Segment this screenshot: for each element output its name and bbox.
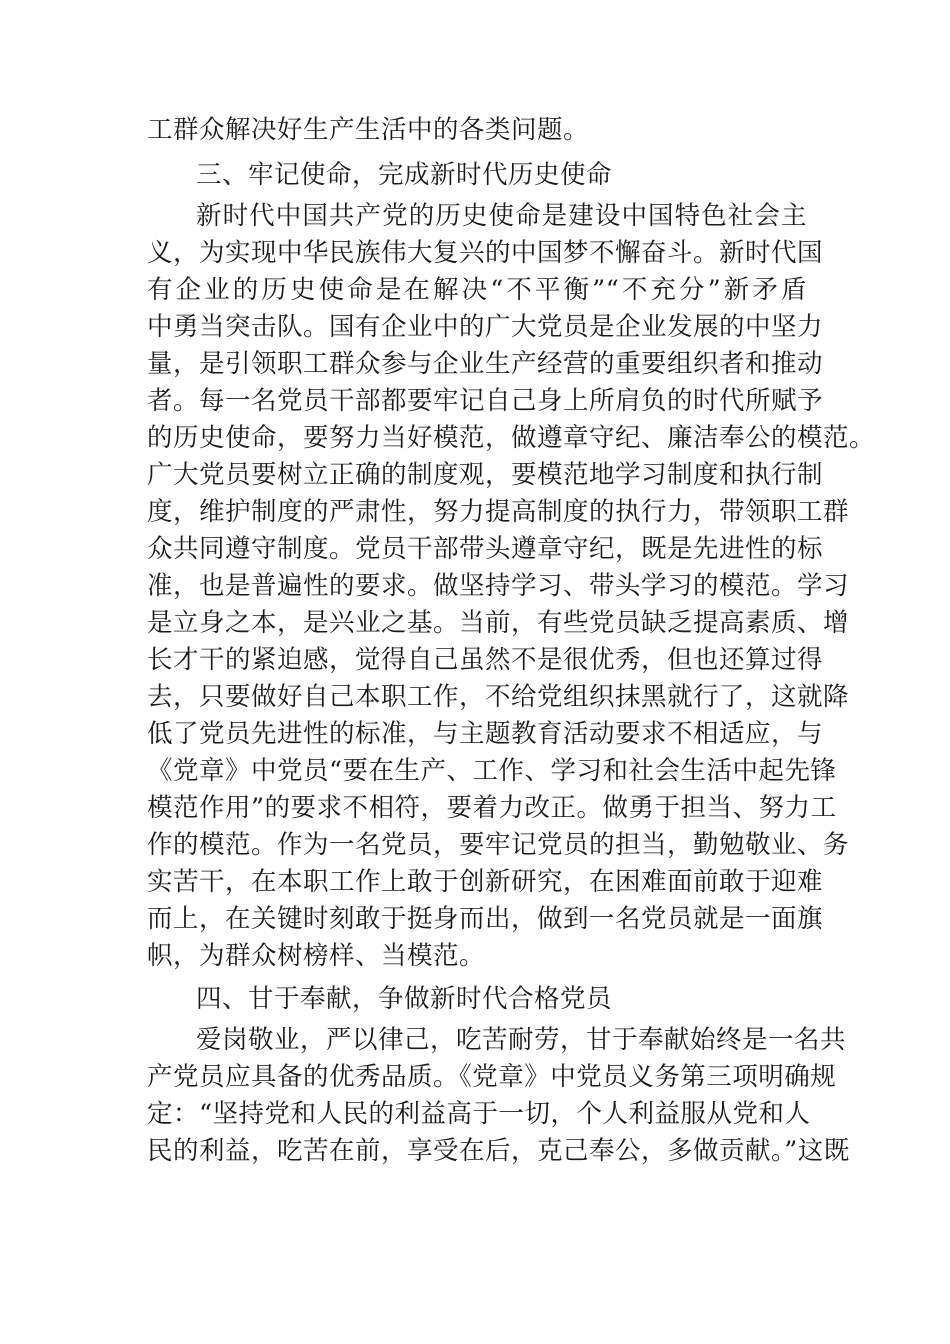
text-line: 《党章》中党员“要在生产、工作、学习和社会生活中起先锋: [147, 756, 837, 786]
text-line: 产党员应具备的优秀品质。《党章》中党员义务第三项明确规: [147, 1062, 837, 1092]
text-line: 有企业的历史使命是在解决“不平衡”“不充分”新矛盾: [147, 275, 807, 305]
text-line: 长才干的紧迫感，觉得自己虽然不是很优秀，但也还算过得: [147, 645, 824, 675]
text-line: 新时代中国共产党的历史使命是建设中国特色社会主: [196, 201, 807, 231]
text-line: 实苦干，在本职工作上敢于创新研究，在困难面前敢于迎难: [147, 867, 824, 897]
text-line: 低了党员先进性的标准，与主题教育活动要求不相适应，与: [147, 719, 824, 749]
text-line: 是立身之本，是兴业之基。当前，有些党员缺乏提高素质、增: [147, 608, 850, 638]
text-line: 的历史使命，要努力当好模范，做遵章守纪、廉洁奉公的模范。: [147, 423, 876, 453]
text-line: 去，只要做好自己本职工作，不给党组织抹黑就行了，这就降: [147, 682, 850, 712]
text-line: 广大党员要树立正确的制度观，要模范地学习制度和执行制: [147, 460, 824, 490]
text-line: 模范作用”的要求不相符，要着力改正。做勇于担当、努力工: [147, 793, 837, 823]
text-line: 量，是引领职工群众参与企业生产经营的重要组织者和推动: [147, 349, 824, 379]
text-line: 工群众解决好生产生活中的各类问题。: [147, 115, 590, 145]
text-line: 帜，为群众树榜样、当模范。: [147, 941, 486, 971]
section-heading: 三、牢记使命，完成新时代历史使命: [196, 160, 613, 190]
text-line: 民的利益，吃苦在前，享受在后，克己奉公，多做贡献。”这既: [147, 1136, 850, 1166]
text-line: 爱岗敬业，严以律己，吃苦耐劳，甘于奉献始终是一名共: [196, 1025, 847, 1055]
text-line: 众共同遵守制度。党员干部带头遵章守纪，既是先进性的标: [147, 534, 824, 564]
text-line: 准，也是普遍性的要求。做坚持学习、带头学习的模范。学习: [147, 571, 850, 601]
text-line: 中勇当突击队。国有企业中的广大党员是企业发展的中坚力: [147, 312, 824, 342]
text-line: 义，为实现中华民族伟大复兴的中国梦不懈奋斗。新时代国: [147, 238, 824, 268]
text-line: 作的模范。作为一名党员，要牢记党员的担当，勤勉敬业、务: [147, 830, 850, 860]
text-line: 度，维护制度的严肃性，努力提高制度的执行力，带领职工群: [147, 497, 850, 527]
text-line: 而上，在关键时刻敢于挺身而出，做到一名党员就是一面旗: [147, 904, 824, 934]
text-line: 者。每一名党员干部都要牢记自己身上所肩负的时代所赋予: [147, 386, 824, 416]
section-heading: 四、甘于奉献，争做新时代合格党员: [196, 984, 613, 1014]
text-line: 定：“坚持党和人民的利益高于一切，个人利益服从党和人: [147, 1099, 811, 1129]
